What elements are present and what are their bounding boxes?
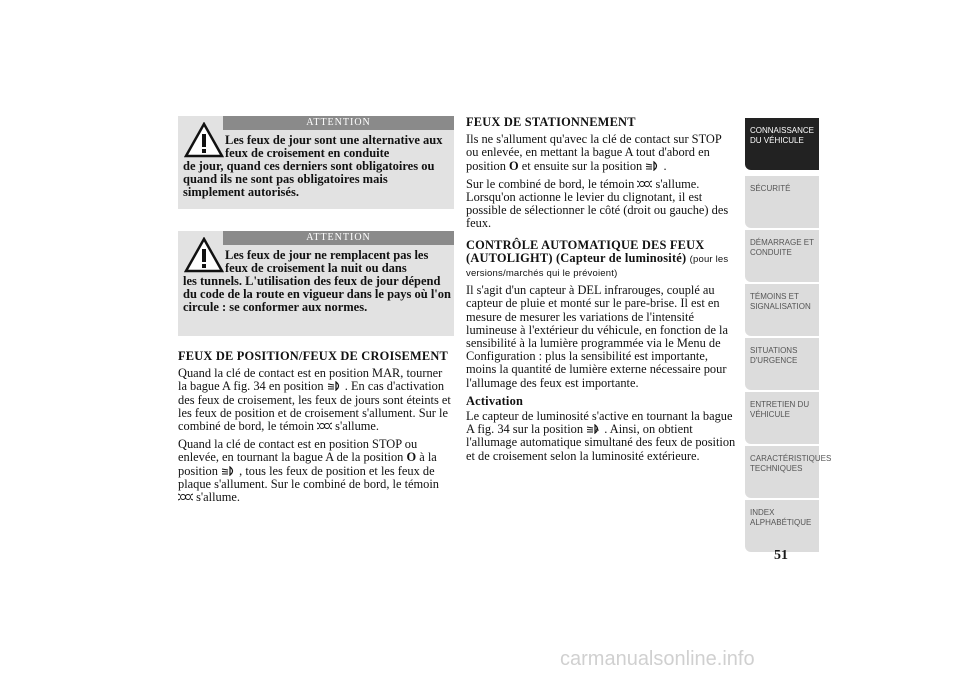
warning-text-rest: de jour, quand ces derniers sont obligatoires ou quand ils ne sont pas obligatoires mais simplement autorisés. [183, 159, 435, 199]
tab-label: TÉMOINS ET SIGNALISATION [750, 292, 811, 311]
tab-situations-urgence[interactable] [745, 338, 819, 390]
position-lights-icon [317, 421, 332, 431]
watermark: carmanualsonline.info [560, 648, 755, 670]
tab-label: DÉMARRAGE ET CONDUITE [750, 238, 814, 257]
position-o: O [406, 450, 417, 465]
tab-label: ENTRETIEN DU VÉHICULE [750, 400, 810, 419]
heading-note: (pour les versions/marchés qui le prévoient) [466, 253, 729, 280]
text: Quand la clé de contact est en position STOP ou enlevée, en tournant la bague A de la position [178, 437, 418, 465]
paragraph [466, 133, 736, 173]
tab-demarrage-conduite[interactable] [745, 230, 819, 282]
low-beam-icon [645, 161, 660, 171]
text: à la position [178, 450, 437, 478]
tab-label: SITUATIONS D'URGENCE [750, 346, 798, 365]
svg-text:A: A [595, 427, 599, 434]
position-o: O [509, 158, 519, 173]
warning-box-2 [178, 231, 454, 336]
tab-label: CARACTÉRISTIQUES TECHNIQUES [750, 454, 832, 473]
warning-text-start: Les feux de jour ne remplacent pas les feux de croisement la nuit ou dans [225, 248, 429, 275]
tab-label: CONNAISSANCE DU VÉHICULE [750, 126, 815, 145]
tab-label: SÉCURITÉ [750, 184, 791, 193]
text: et ensuite sur la position [521, 158, 643, 173]
tab-securite[interactable] [745, 176, 819, 228]
tab-temoins-signalisation[interactable] [745, 284, 819, 336]
text: . En cas d'activation des feux de croisement, les feux de jours sont éteints et les feux de position et de croisement s'allument. Sur le combiné de bord, le témoin [178, 379, 451, 434]
warning-label: ATTENTION [223, 231, 454, 245]
warning-text-start: Les feux de jour sont une alternative aux feux de croisement en conduite [225, 133, 443, 160]
text: . [663, 158, 667, 173]
tab-entretien-vehicule[interactable] [745, 392, 819, 444]
paragraph [466, 178, 736, 231]
page-number: 51 [774, 548, 788, 563]
tab-caracteristiques-techniques[interactable] [745, 446, 832, 498]
paragraph [178, 367, 454, 433]
paragraph: Il s'agit d'un capteur à DEL infrarouges, couplé au capteur de pluie et monté sur le pare-brise. Il est en mesure de mesurer les variations de l'intensité lumineuse à l'extérieur du véhicule, en fonction de la sensibilité à la lumière programmée via le Menu de Configuration : plus la sensibilité est importante, moins la quantité de lumière externe nécessaire pour l'allumage des feux est importante. [466, 283, 728, 390]
warning-text-rest: les tunnels. L'utilisation des feux de jour dépend du code de la route en vigueur dans le pays où l'on circule : se conformer aux normes. [183, 274, 451, 314]
paragraph [466, 410, 736, 463]
warning-triangle-icon [184, 237, 224, 273]
text: s'allume. [335, 419, 380, 434]
section-heading [466, 239, 736, 281]
text: Quand la clé de contact est en position MAR, tourner la bague A fig. 34 en position [178, 366, 443, 394]
right-column [466, 116, 736, 468]
text: s'allume. Lorsqu'on actionne le levier du clignotant, il est possible de sélectionner le côté (droit ou gauche) des feux. [466, 176, 729, 231]
low-beam-icon [327, 381, 342, 391]
paragraph [178, 438, 454, 504]
text: s'allume. [196, 490, 240, 505]
text: Sur le combiné de bord, le témoin [466, 176, 635, 191]
text: Le capteur de luminosité s'active en tournant la bague A fig. 34 sur la position [466, 409, 733, 437]
tab-connaissance-vehicule[interactable] [745, 118, 819, 170]
position-lights-icon [637, 179, 652, 189]
text: Ils ne s'allument qu'avec la clé de contact sur STOP ou enlevée, en mettant la bague A tout d'abord en position [466, 132, 722, 173]
section-heading: FEUX DE POSITION/FEUX DE CROISEMENT [178, 349, 448, 363]
auto-light-icon [586, 424, 601, 434]
warning-box-1 [178, 116, 454, 209]
warning-triangle-icon [184, 122, 224, 158]
tab-label: INDEX ALPHABÉTIQUE [750, 508, 812, 527]
low-beam-icon [221, 466, 236, 476]
subheading-activation: Activation [466, 393, 524, 408]
section-heading: FEUX DE STATIONNEMENT [466, 115, 636, 129]
text: , tous les feux de position et les feux de plaque s'allument. Sur le combiné de bord, le témoin [178, 463, 439, 491]
position-lights-icon [178, 492, 193, 502]
left-column [178, 350, 454, 509]
heading-text: CONTRÔLE AUTOMATIQUE DES FEUX (AUTOLIGHT) (Capteur de luminosité) [466, 237, 705, 265]
text: . Ainsi, on obtient l'allumage automatique simultané des feux de position et de croisement selon la luminosité extérieure. [466, 422, 736, 463]
warning-label: ATTENTION [223, 116, 454, 130]
tab-index-alphabetique[interactable] [745, 500, 819, 552]
